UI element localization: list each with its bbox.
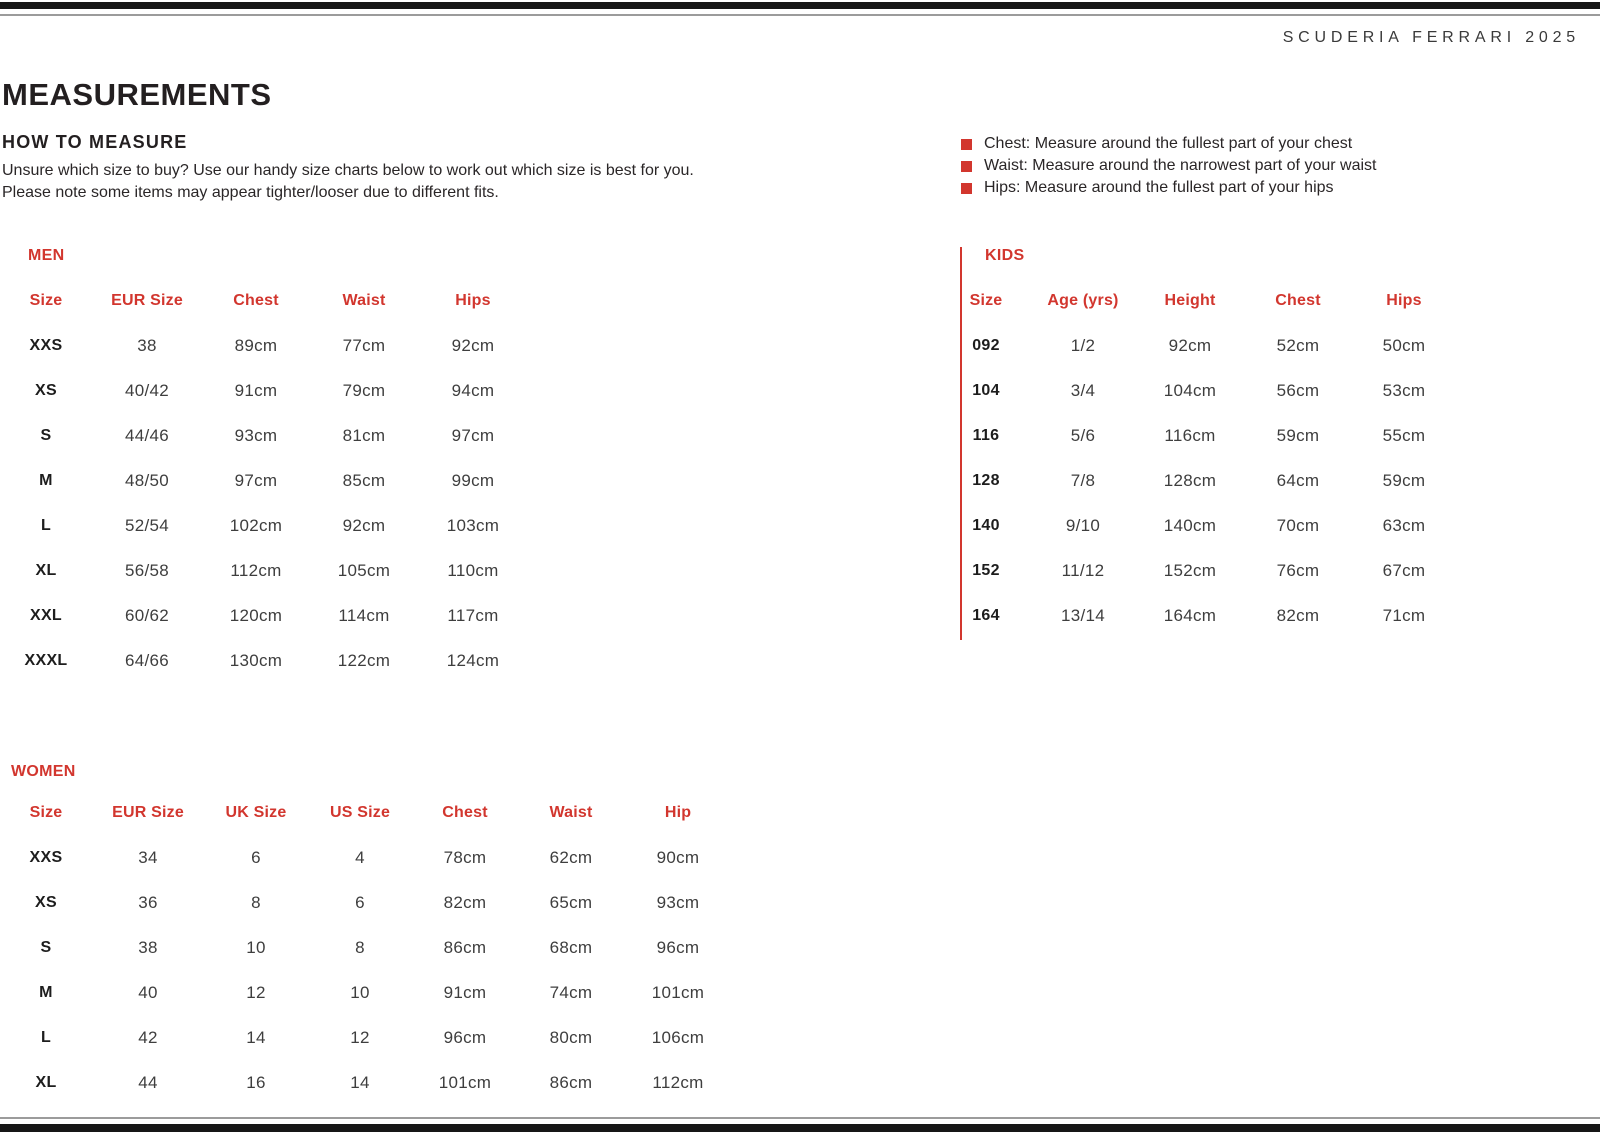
how-to-measure-section — [2, 132, 862, 204]
value-cell: 104cm — [1163, 380, 1217, 400]
value-cell: 76cm — [1276, 560, 1320, 580]
size-cell: XXS — [29, 848, 63, 866]
value-cell: 6 — [355, 892, 365, 912]
value-cell: 93cm — [234, 425, 278, 445]
measure-tip-item — [961, 177, 1376, 199]
value-cell: 36 — [138, 892, 158, 912]
value-cell: 120cm — [229, 605, 283, 625]
page-title: MEASUREMENTS — [2, 77, 272, 112]
value-cell: 112cm — [652, 1072, 704, 1092]
column-header: US Size — [329, 803, 391, 821]
value-cell: 50cm — [1382, 335, 1426, 355]
value-cell: 12 — [246, 982, 266, 1002]
value-cell: 59cm — [1276, 425, 1320, 445]
value-cell: 82cm — [1276, 605, 1320, 625]
value-cell: 3/4 — [1070, 380, 1096, 400]
value-cell: 12 — [350, 1027, 370, 1047]
size-cell: XL — [35, 561, 57, 579]
table-row — [0, 503, 528, 548]
column-header: Waist — [549, 803, 593, 821]
table-row — [0, 323, 528, 368]
value-cell: 68cm — [549, 937, 593, 957]
size-cell: 152 — [972, 561, 1000, 579]
size-cell: S — [40, 938, 52, 956]
value-cell: 106cm — [651, 1027, 705, 1047]
value-cell: 105cm — [337, 560, 391, 580]
value-cell: 52/54 — [124, 515, 170, 535]
value-cell: 92cm — [451, 335, 495, 355]
measure-tip-text: Waist: Measure around the narrowest part of your waist — [984, 157, 1377, 174]
table-row — [940, 503, 1458, 548]
value-cell: 112cm — [230, 560, 282, 580]
value-cell: 71cm — [1382, 605, 1426, 625]
value-cell: 52cm — [1276, 335, 1320, 355]
value-cell: 62cm — [549, 847, 593, 867]
value-cell: 102cm — [229, 515, 283, 535]
table-row — [940, 368, 1458, 413]
value-cell: 78cm — [443, 847, 487, 867]
size-cell: M — [39, 983, 53, 1001]
table-row — [0, 1060, 732, 1105]
value-cell: 99cm — [451, 470, 495, 490]
size-cell: 104 — [972, 381, 1000, 399]
value-cell: 10 — [350, 982, 370, 1002]
table-row — [0, 970, 732, 1015]
column-header: Height — [1164, 291, 1216, 309]
value-cell: 122cm — [337, 650, 391, 670]
column-header: EUR Size — [112, 803, 184, 821]
bullet-square-icon — [961, 183, 972, 194]
size-cell: S — [40, 426, 52, 444]
value-cell: 96cm — [443, 1027, 487, 1047]
value-cell: 42 — [138, 1027, 158, 1047]
value-cell: 11/12 — [1061, 560, 1105, 580]
value-cell: 92cm — [342, 515, 386, 535]
value-cell: 101cm — [651, 982, 705, 1002]
value-cell: 8 — [251, 892, 261, 912]
value-cell: 96cm — [656, 937, 700, 957]
table-row — [0, 638, 528, 683]
value-cell: 103cm — [446, 515, 500, 535]
value-cell: 140cm — [1163, 515, 1217, 535]
value-cell: 86cm — [443, 937, 487, 957]
value-cell: 6 — [251, 847, 261, 867]
value-cell: 85cm — [342, 470, 386, 490]
measure-tip-text: Chest: Measure around the fullest part of your chest — [984, 135, 1353, 152]
column-header: UK Size — [225, 803, 287, 821]
top-black-bar — [0, 2, 1600, 9]
measure-tip-text: Hips: Measure around the fullest part of your hips — [984, 179, 1334, 196]
value-cell: 8 — [355, 937, 365, 957]
value-cell: 4 — [355, 847, 365, 867]
column-header: Chest — [233, 291, 279, 309]
value-cell: 1/2 — [1070, 335, 1096, 355]
bottom-gray-rule — [0, 1117, 1600, 1119]
value-cell: 9/10 — [1065, 515, 1101, 535]
value-cell: 65cm — [549, 892, 593, 912]
kids-table-title: KIDS — [985, 247, 1025, 264]
table-row — [0, 413, 528, 458]
measure-tips-list — [961, 133, 1376, 199]
value-cell: 16 — [246, 1072, 266, 1092]
column-header: Waist — [342, 291, 386, 309]
women-table-title: WOMEN — [11, 763, 76, 780]
value-cell: 97cm — [451, 425, 495, 445]
table-row — [0, 368, 528, 413]
header-row — [0, 278, 528, 323]
value-cell: 91cm — [234, 380, 278, 400]
value-cell: 128cm — [1163, 470, 1217, 490]
value-cell: 7/8 — [1070, 470, 1096, 490]
bullet-square-icon — [961, 139, 972, 150]
bottom-black-bar — [0, 1124, 1600, 1132]
size-cell: XXXL — [24, 651, 68, 669]
value-cell: 44 — [138, 1072, 158, 1092]
value-cell: 117cm — [447, 605, 499, 625]
value-cell: 70cm — [1276, 515, 1320, 535]
value-cell: 56/58 — [124, 560, 170, 580]
size-cell: M — [39, 471, 53, 489]
table-row — [0, 835, 732, 880]
value-cell: 34 — [138, 847, 158, 867]
column-header: Chest — [1275, 291, 1321, 309]
value-cell: 91cm — [443, 982, 487, 1002]
value-cell: 114cm — [338, 605, 390, 625]
how-to-measure-line2: Please note some items may appear tighter/looser due to different fits. — [2, 184, 499, 201]
column-header: Hips — [1386, 291, 1422, 309]
value-cell: 55cm — [1382, 425, 1426, 445]
value-cell: 116cm — [1164, 425, 1216, 445]
column-header: Size — [29, 291, 63, 309]
value-cell: 40/42 — [124, 380, 170, 400]
size-cell: XS — [35, 381, 57, 399]
value-cell: 130cm — [229, 650, 283, 670]
value-cell: 53cm — [1382, 380, 1426, 400]
measure-tip-item — [961, 155, 1376, 177]
how-to-measure-heading: HOW TO MEASURE — [2, 132, 188, 152]
column-header: EUR Size — [111, 291, 183, 309]
value-cell: 13/14 — [1060, 605, 1106, 625]
value-cell: 40 — [138, 982, 158, 1002]
how-to-measure-line1: Unsure which size to buy? Use our handy size charts below to work out which size is best for you. — [2, 162, 694, 179]
table-row — [0, 1015, 732, 1060]
value-cell: 10 — [246, 937, 266, 957]
size-cell: 092 — [972, 336, 1000, 354]
value-cell: 59cm — [1382, 470, 1426, 490]
value-cell: 82cm — [443, 892, 487, 912]
size-cell: L — [40, 1028, 52, 1046]
column-header: Chest — [442, 803, 488, 821]
value-cell: 67cm — [1382, 560, 1426, 580]
value-cell: 79cm — [342, 380, 386, 400]
size-cell: 128 — [972, 471, 1000, 489]
size-cell: XS — [35, 893, 57, 911]
table-row — [940, 593, 1458, 638]
size-cell: XL — [35, 1073, 57, 1091]
value-cell: 63cm — [1382, 515, 1426, 535]
value-cell: 152cm — [1163, 560, 1217, 580]
size-cell: 116 — [972, 426, 1000, 444]
value-cell: 101cm — [438, 1072, 492, 1092]
value-cell: 74cm — [549, 982, 593, 1002]
column-header: Size — [29, 803, 63, 821]
header-row — [940, 278, 1458, 323]
value-cell: 164cm — [1163, 605, 1217, 625]
column-header: Hips — [455, 291, 491, 309]
table-row — [0, 925, 732, 970]
value-cell: 110cm — [447, 560, 499, 580]
brand-header: SCUDERIA FERRARI 2025 — [1282, 29, 1580, 46]
value-cell: 81cm — [342, 425, 386, 445]
value-cell: 44/46 — [124, 425, 170, 445]
bullet-square-icon — [961, 161, 972, 172]
value-cell: 94cm — [451, 380, 495, 400]
value-cell: 77cm — [342, 335, 386, 355]
value-cell: 90cm — [656, 847, 700, 867]
column-header: Hip — [664, 803, 692, 821]
table-row — [940, 413, 1458, 458]
measure-tip-item — [961, 133, 1376, 155]
women-size-table — [0, 790, 732, 1105]
value-cell: 64/66 — [124, 650, 170, 670]
header-row — [0, 790, 732, 835]
value-cell: 80cm — [549, 1027, 593, 1047]
value-cell: 48/50 — [124, 470, 170, 490]
column-header: Age (yrs) — [1047, 291, 1119, 309]
value-cell: 64cm — [1276, 470, 1320, 490]
value-cell: 14 — [350, 1072, 370, 1092]
value-cell: 56cm — [1276, 380, 1320, 400]
value-cell: 60/62 — [124, 605, 170, 625]
value-cell: 124cm — [446, 650, 500, 670]
men-table-title: MEN — [28, 247, 65, 264]
value-cell: 5/6 — [1070, 425, 1096, 445]
value-cell: 86cm — [549, 1072, 593, 1092]
value-cell: 38 — [137, 335, 157, 355]
value-cell: 14 — [246, 1027, 266, 1047]
men-size-table — [0, 278, 528, 683]
size-cell: 140 — [972, 516, 1000, 534]
size-cell: XXL — [29, 606, 63, 624]
table-row — [0, 880, 732, 925]
value-cell: 38 — [138, 937, 158, 957]
value-cell: 89cm — [234, 335, 278, 355]
table-row — [940, 458, 1458, 503]
top-gray-rule — [0, 14, 1600, 16]
value-cell: 97cm — [234, 470, 278, 490]
table-row — [940, 323, 1458, 368]
table-row — [940, 548, 1458, 593]
column-header: Size — [969, 291, 1003, 309]
value-cell: 92cm — [1168, 335, 1212, 355]
kids-size-table — [940, 278, 1458, 638]
table-row — [0, 458, 528, 503]
value-cell: 93cm — [656, 892, 700, 912]
table-row — [0, 593, 528, 638]
table-row — [0, 548, 528, 593]
size-cell: XXS — [29, 336, 63, 354]
size-cell: L — [40, 516, 52, 534]
size-cell: 164 — [972, 606, 1000, 624]
